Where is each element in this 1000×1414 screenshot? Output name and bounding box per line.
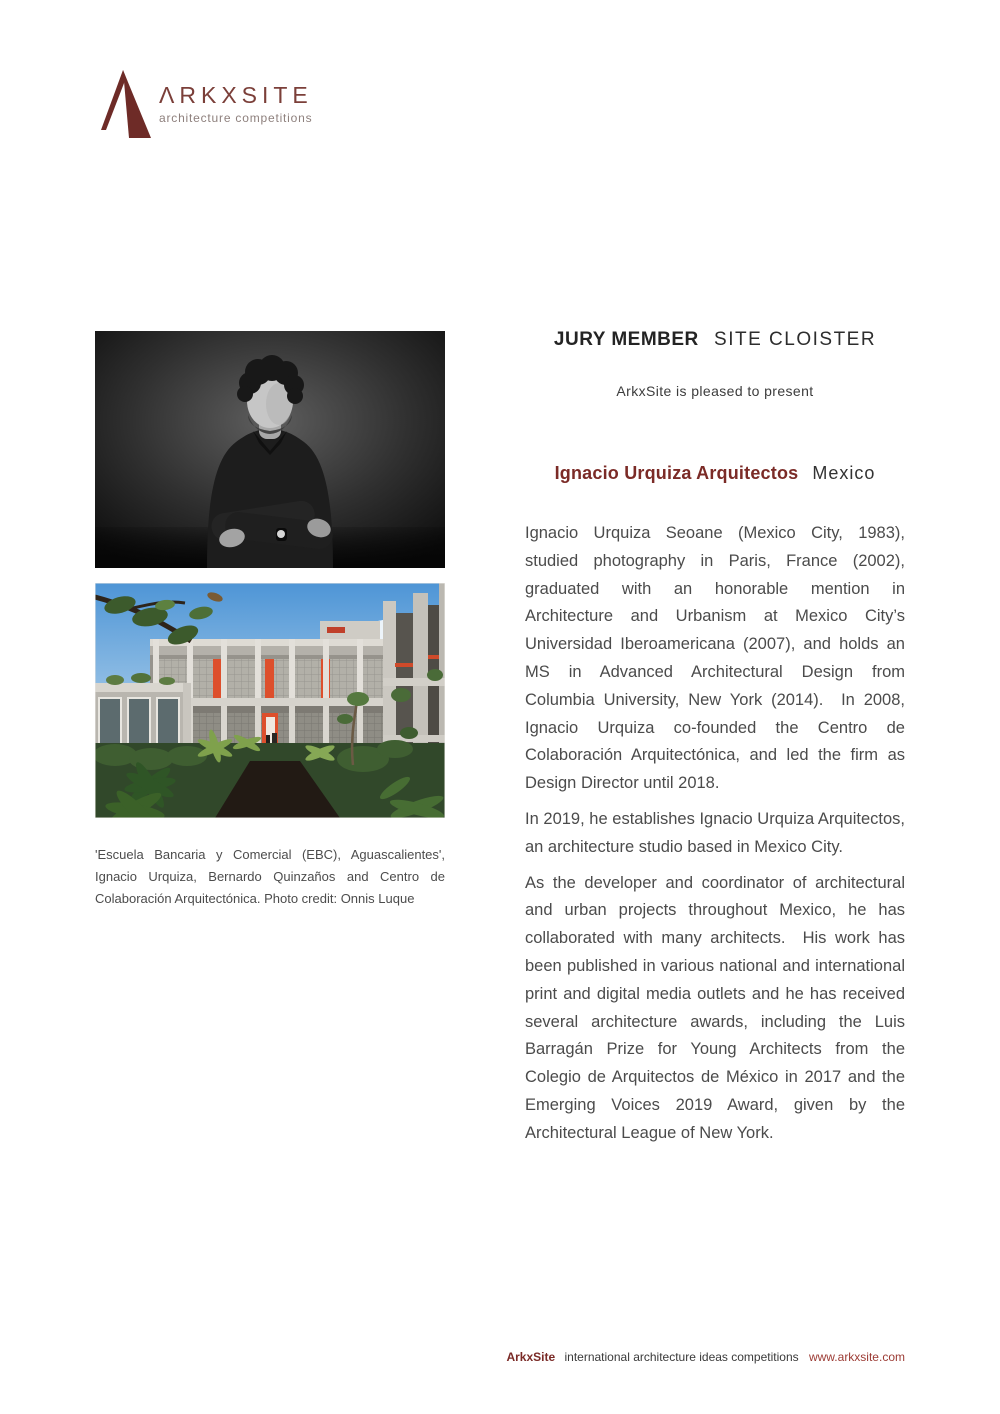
footer-brand: ArkxSite <box>506 1350 556 1364</box>
bio-text <box>525 520 905 1156</box>
jury-heading <box>525 329 905 351</box>
brand-tagline: architecture competitions <box>159 111 313 125</box>
competition-name-label: SITE CLOISTER <box>714 329 877 350</box>
bio-paragraph-2: In 2019, he establishes Ignacio Urquiza Arquitectos, an architecture studio based in Mexico City. <box>525 809 905 856</box>
intro-line: ArkxSite is pleased to present <box>616 383 814 399</box>
brand-wordmark: ΛRKXSITE <box>159 82 313 108</box>
arkxsite-logo <box>99 70 313 140</box>
photo-caption: 'Escuela Bancaria y Comercial (EBC), Aguascalientes', Ignacio Urquiza, Bernardo Quinzaños and Centro de Colaboración Arquitectónica. Photo credit: Onnis Luque <box>95 847 445 906</box>
portrait-photo <box>95 331 445 568</box>
member-country: Mexico <box>812 463 876 483</box>
bio-paragraph-1: Ignacio Urquiza Seoane (Mexico City, 1983), studied photography in Paris, France (2002), graduated with an honorable mention in Architecture and Urbanism at Mexico City’s Universidad Iberoamericana (2007), and holds an MS in Advanced Architectural Design from Columbia University, New York (2014). In 2008, Ignacio Urquiza co-founded the Centro de Colaboración Arquitectónica, and led the firm as Design Director until 2018. <box>525 524 905 793</box>
logo-text <box>159 84 313 124</box>
jury-member-label: JURY MEMBER <box>553 329 699 350</box>
project-photo <box>95 583 445 818</box>
footer-descriptor: international architecture ideas competitions <box>564 1350 799 1364</box>
footer-url-link[interactable]: www.arkxsite.com <box>808 1350 905 1364</box>
page-footer <box>506 1350 905 1364</box>
member-name-line <box>525 463 905 484</box>
arkxsite-a-icon <box>99 70 151 140</box>
member-studio-name: Ignacio Urquiza Arquitectos <box>554 463 799 483</box>
bio-paragraph-3: As the developer and coordinator of architectural and urban projects throughout Mexico, he has collaborated with many architects. His work has been published in various national and international print and digital media outlets and he has received several architecture awards, including the Luis Barragán Prize for Young Architects from the Colegio de Arquitectos de México in 2017 and the Emerging Voices 2019 Award, given by the Architectural League of New York. <box>525 873 905 1142</box>
